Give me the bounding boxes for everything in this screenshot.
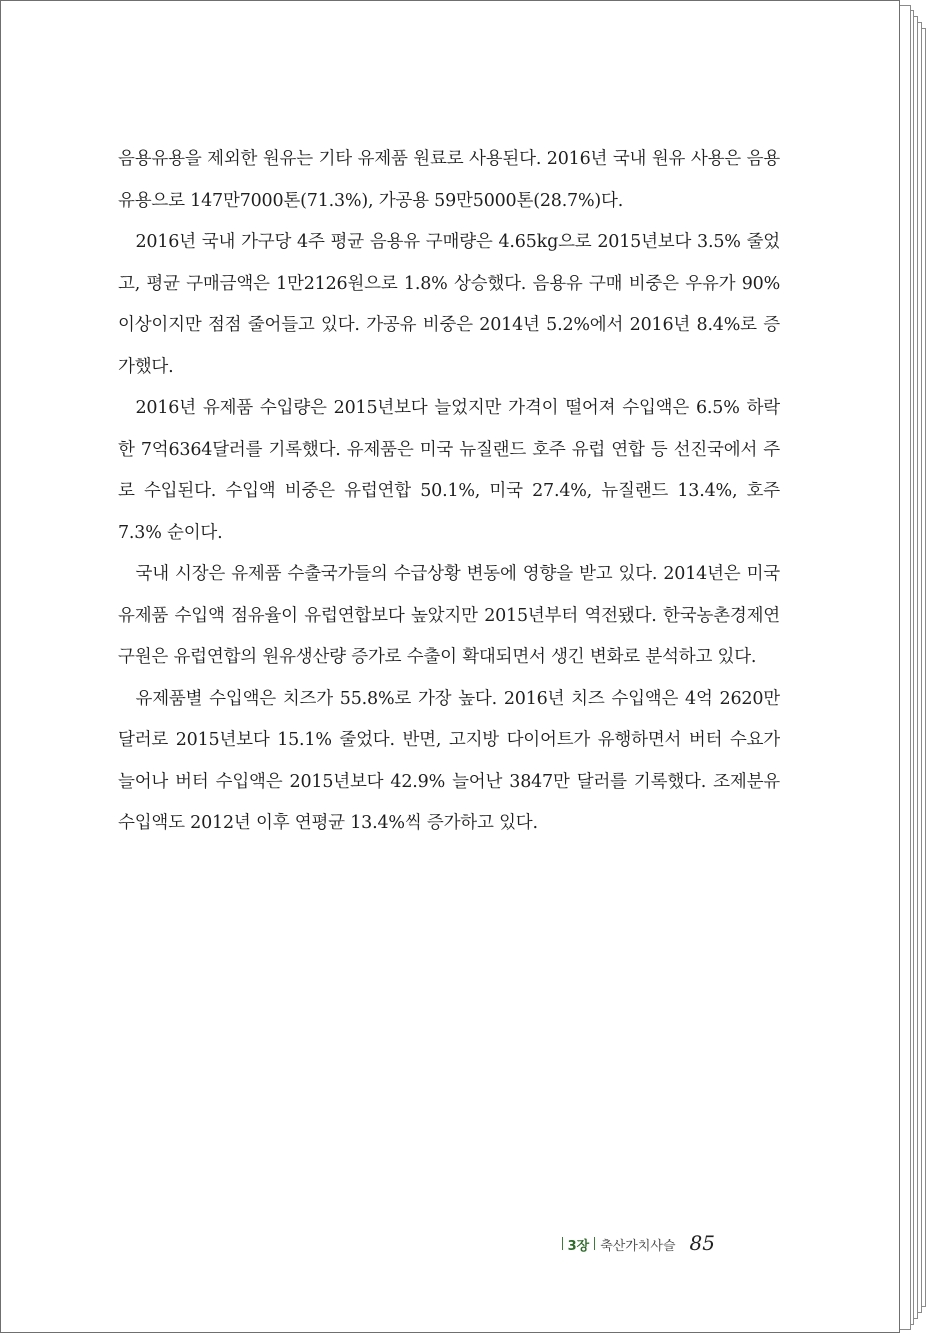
body-text [118, 139, 780, 845]
page-number: 85 [689, 1231, 715, 1255]
paragraph-1: 음용유용을 제외한 원유는 기타 유제품 원료로 사용된다. 2016년 국내 원유 사용은 음용유용으로 147만7000톤(71.3%), 가공용 59만5000톤(28.7%)다. [118, 149, 780, 211]
divider [562, 1237, 563, 1250]
paragraph-3: 2016년 유제품 수입량은 2015년보다 늘었지만 가격이 떨어져 수입액은 6.5% 하락한 7억6364달러를 기록했다. 유제품은 미국 뉴질랜드 호주 유럽 연합 등 선진국에서 주로 수입된다. 수입액 비중은 유럽연합 50.1%, 미국 27.4%, 뉴질랜드 13.4%, 호주 7.3% 순이다. [118, 398, 780, 543]
paragraph-2: 2016년 국내 가구당 4주 평균 음용유 구매량은 4.65kg으로 2015년보다 3.5% 줄었고, 평균 구매금액은 1만2126원으로 1.8% 상승했다. 음용유 구매 비중은 우유가 90% 이상이지만 점점 줄어들고 있다. 가공유 비중은 2014년 5.2%에서 2016년 8.4%로 증가했다. [118, 232, 780, 377]
chapter-label: 3장 [567, 1239, 590, 1254]
paragraph-5: 유제품별 수입액은 치즈가 55.8%로 가장 높다. 2016년 치즈 수입액은 4억 2620만달러로 2015년보다 15.1% 줄었다. 반면, 고지방 다이어트가 유행하면서 버터 수요가 늘어나 버터 수입액은 2015년보다 42.9% 늘어난 3847만 달러를 기록했다. 조제분유 수입액도 2012년 이후 연평균 13.4%씩 증가하고 있다. [118, 688, 780, 833]
section-title: 축산가치사슬 [600, 1239, 676, 1254]
divider [594, 1237, 595, 1250]
paragraph-4: 국내 시장은 유제품 수출국가들의 수급상황 변동에 영향을 받고 있다. 2014년은 미국 유제품 수입액 점유율이 유럽연합보다 높았지만 2015년부터 역전됐다. 한국농촌경제연구원은 유럽연합의 원유생산량 증가로 수출이 확대되면서 생긴 변화로 분석하고 있다. [118, 564, 780, 667]
page-footer [557, 1231, 715, 1255]
